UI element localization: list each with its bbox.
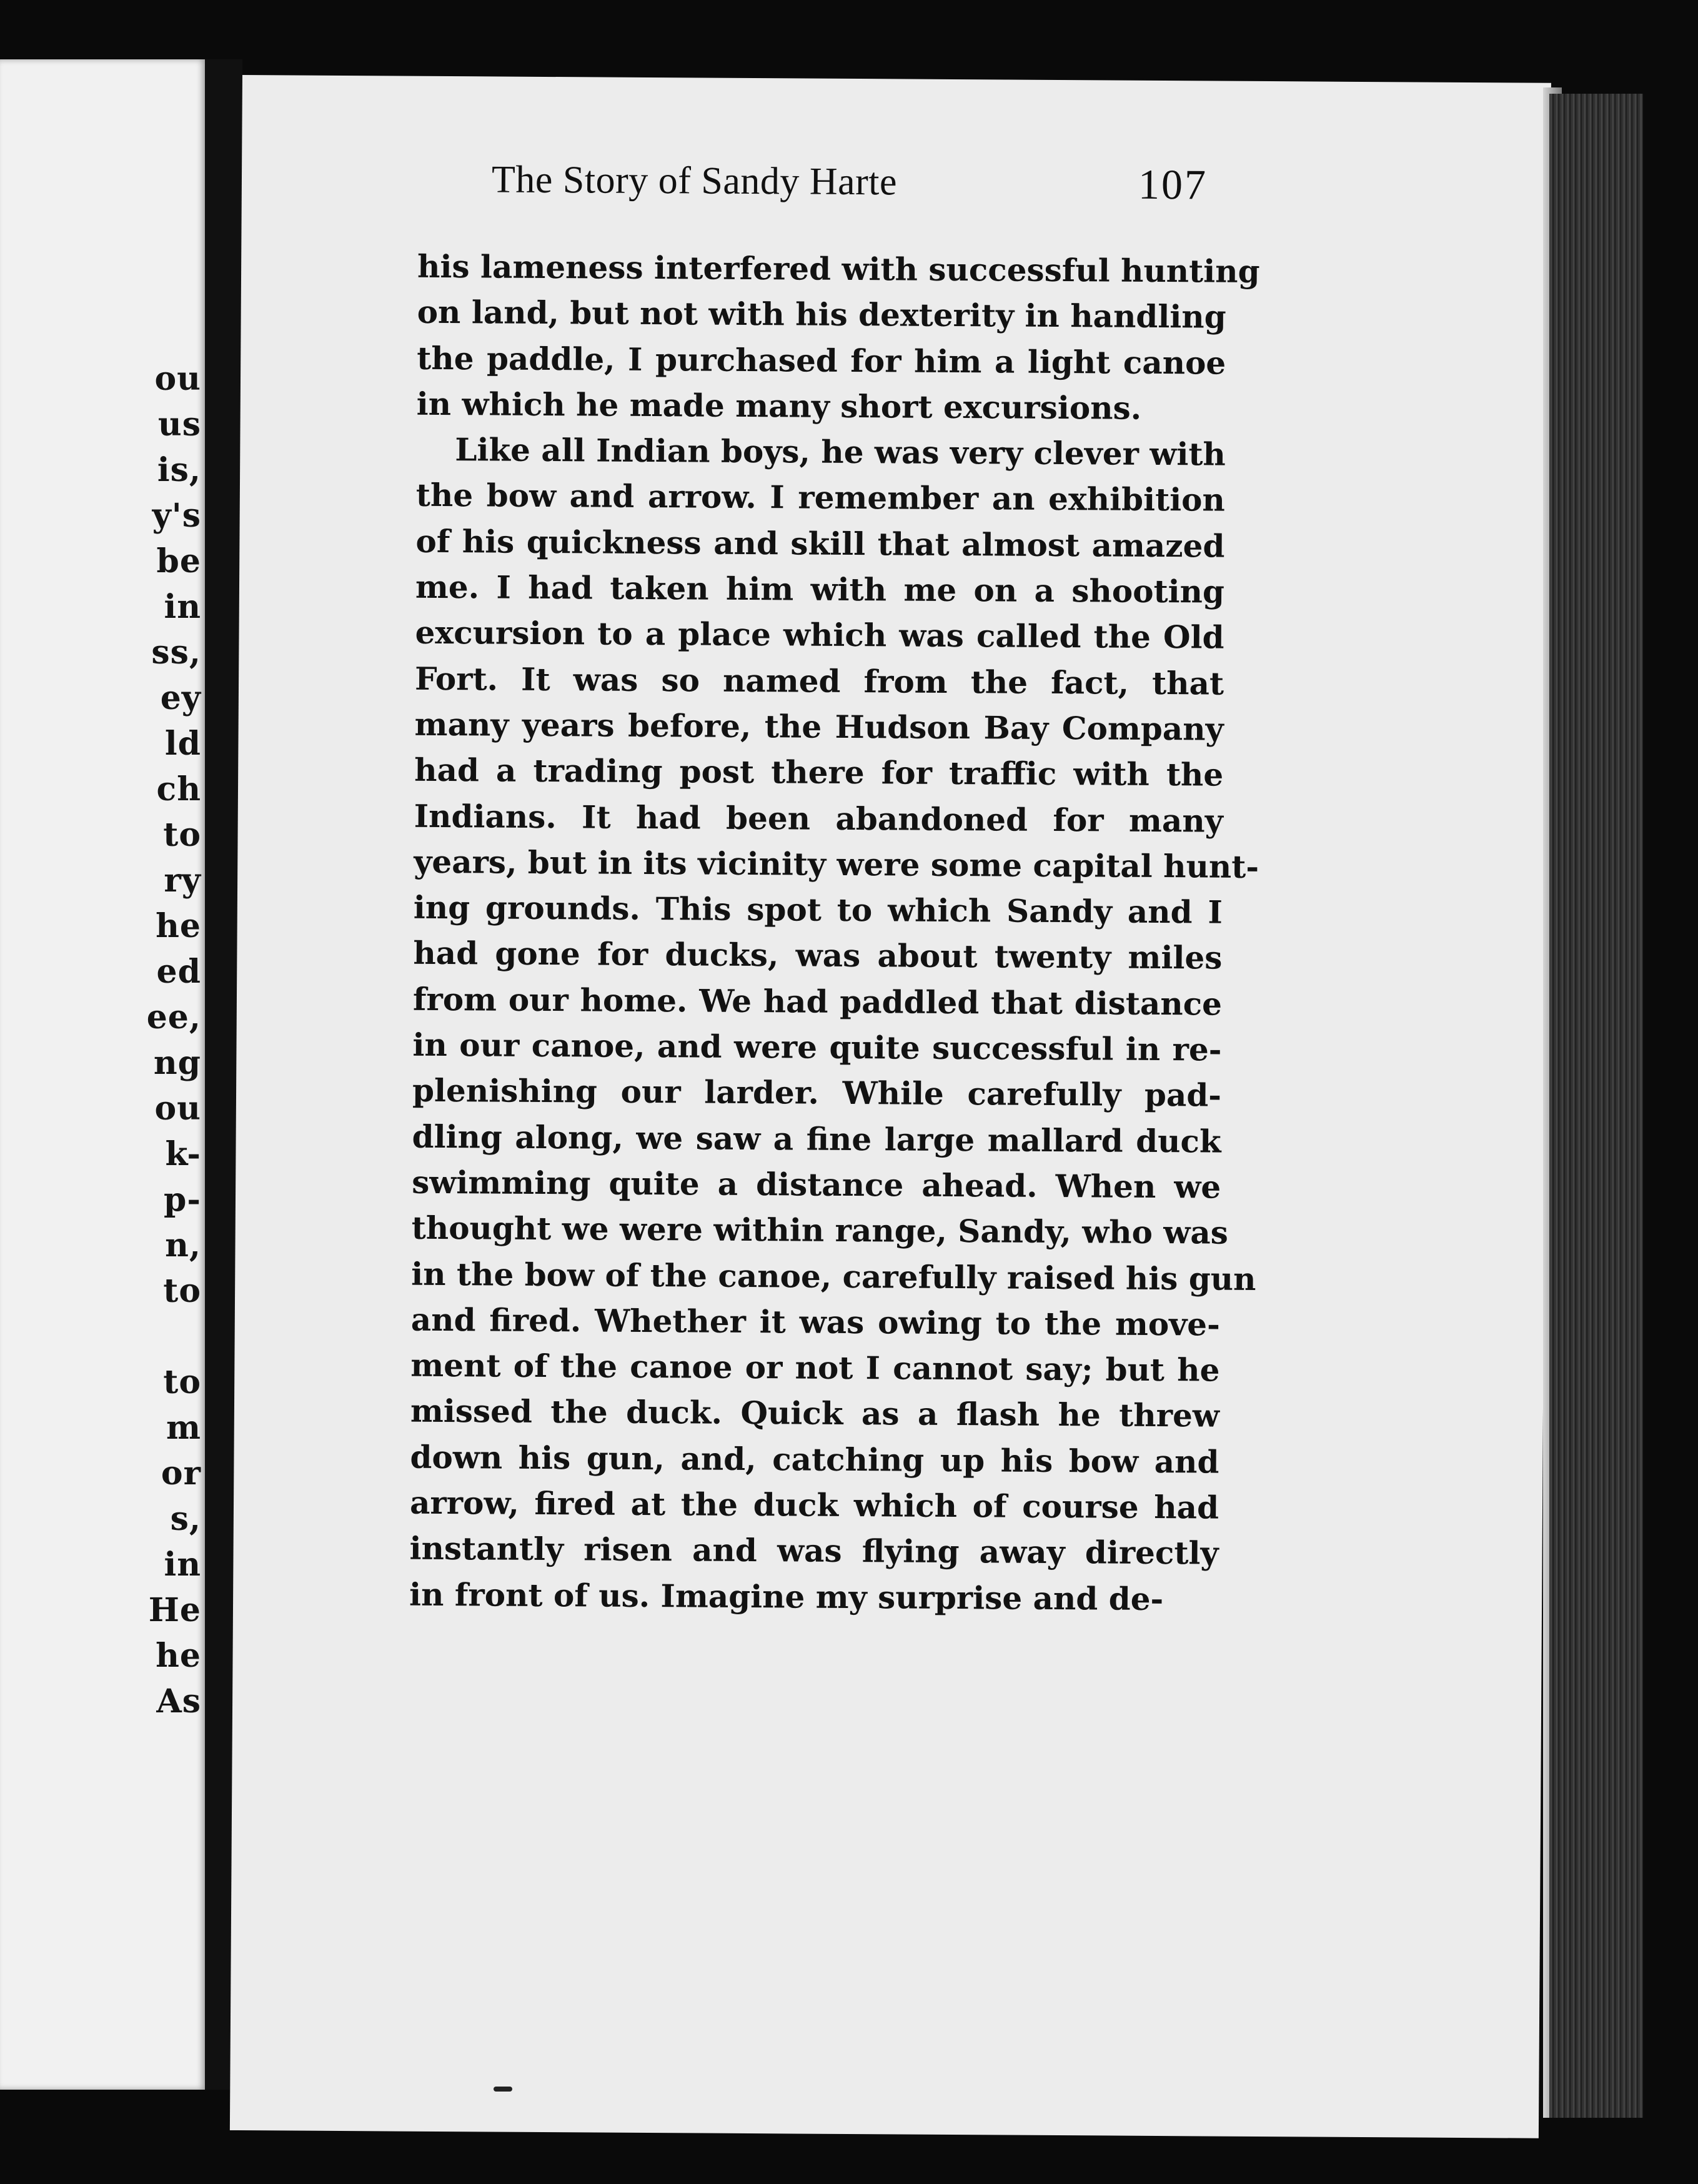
text-line: and fired. Whether it was owing to the move- [410,1301,1220,1343]
previous-page-line-fragment: be [156,542,201,580]
text-line: instantly risen and was flying away directly [409,1529,1219,1572]
previous-page-line-fragment: ey [160,679,201,717]
previous-page-line-fragment: ou [154,360,201,398]
text-line: from our home. We had paddled that distance [412,980,1223,1023]
text-line: Indians. It had been abandoned for many [414,797,1223,840]
previous-page-line-fragment: us [157,405,201,444]
text-line: plenishing our larder. While carefully pad- [412,1072,1222,1114]
previous-page-line-fragment: ry [164,861,201,900]
previous-page-line-fragment: n, [165,1226,201,1264]
running-title: The Story of Sandy Harte [491,158,898,204]
previous-page-line-endings [147,356,201,1724]
text-line: the bow and arrow. I remember an exhibition [415,477,1226,519]
previous-page-line-fragment: y's [152,497,201,535]
text-line: dling along, we saw a fine large mallard duck [412,1118,1221,1160]
text-line: on land, but not with his dexterity in handling [417,294,1226,335]
page-number: 107 [1138,160,1208,209]
text-line: in front of us. Imagine my surprise and de- [409,1576,1164,1617]
previous-page-line-fragment: k- [165,1135,201,1173]
previous-page-line-fragment: or [161,1454,201,1492]
previous-page-line-fragment: he [156,1637,201,1675]
page-stack-edges [1549,94,1643,2118]
previous-page-line-fragment: m [166,1409,201,1447]
text-line: the paddle, I purchased for him a light canoe [417,339,1226,382]
previous-page-line-fragment: As [156,1682,201,1720]
text-line: of his quickness and skill that almost amazed [415,522,1225,565]
text-line: down his gun, and, catching up his bow and [410,1438,1219,1481]
text-line: me. I had taken him with me on a shooting [415,568,1225,610]
text-line: in the bow of the canoe, carefully raised his gun [411,1255,1256,1298]
previous-page-line-fragment: to [163,1363,201,1401]
previous-page-line-fragment: ee, [146,998,201,1036]
text-line: arrow, fired at the duck which of course had [409,1484,1219,1526]
previous-page-line-fragment: ou [154,1090,201,1128]
previous-page-line-fragment: ng [153,1044,201,1082]
text-line: Fort. It was so named from the fact, that [414,660,1224,702]
text-line: Like all Indian boys, he was very clever with [455,431,1226,473]
previous-page-line-fragment: in [164,588,201,626]
previous-page-line-fragment: s, [170,1500,201,1538]
text-line: had gone for ducks, was about twenty miles [413,935,1223,977]
page-body-text [409,244,1260,1622]
text-line: had a trading post there for traffic with the [414,751,1224,793]
text-line: excursion to a place which was called the Old [415,614,1224,656]
previous-page-line-fragment: to [163,1272,201,1310]
previous-page-line-fragment: to [163,816,201,854]
text-line: ing grounds. This spot to which Sandy and I [413,888,1223,931]
previous-page [0,59,206,2090]
scan-speck [494,2087,512,2092]
previous-page-line-fragment: ch [156,770,201,808]
previous-page-line-fragment: ld [164,725,201,763]
text-line: thought we were within range, Sandy, who was [411,1209,1229,1251]
previous-page-line-fragment: He [148,1591,201,1629]
text-line: his lameness interfered with successful hunting [417,247,1260,290]
previous-page-line-fragment [147,1314,201,1359]
previous-page-line-fragment: ed [156,953,201,991]
text-line: missed the duck. Quick as a flash he threw [410,1392,1220,1435]
previous-page-line-fragment: p- [164,1181,201,1219]
previous-page-line-fragment: he [156,907,201,945]
page [230,75,1551,2138]
text-line: ment of the canoe or not I cannot say; but he [410,1346,1220,1389]
text-line: in which he made many short excursions. [416,385,1142,427]
previous-page-line-fragment: ss, [151,633,201,672]
previous-page-line-fragment: is, [157,451,201,489]
text-line: in our canoe, and were quite successful in re- [412,1026,1222,1068]
previous-page-line-fragment: in [164,1546,201,1584]
text-line: many years before, the Hudson Bay Company [414,705,1224,748]
text-line: years, but in its vicinity were some capital hunt- [414,843,1259,885]
text-line: swimming quite a distance ahead. When we [411,1163,1221,1206]
